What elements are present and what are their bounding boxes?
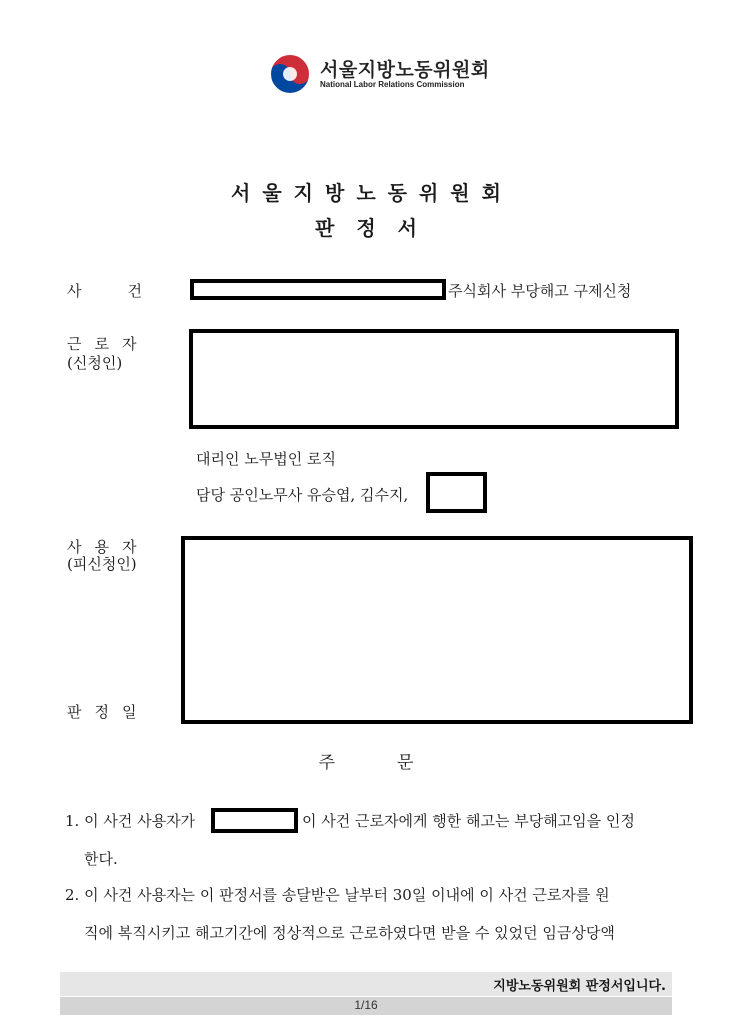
document-title: 서울지방노동위원회 <box>231 181 513 205</box>
footer-notice: 지방노동위원회 판정서입니다. <box>493 979 666 994</box>
case-label: 사건 <box>67 282 188 300</box>
order-item-2-line1: 2. 이 사건 사용자는 이 판정서를 송달받은 날부터 30일 이내에 이 사건 근로자를 원 <box>65 886 610 904</box>
order-heading: 주문 <box>318 753 476 773</box>
footer-notice-bar <box>60 972 672 996</box>
order-item-1-end: 이 사건 근로자에게 행한 해고는 부당해고임을 인정 <box>302 812 635 830</box>
agent-firm: 대리인 노무법인 로직 <box>196 450 336 468</box>
commission-logo <box>268 52 490 96</box>
decision-date-label: 판정일 <box>67 703 150 721</box>
employer-sublabel: (피신청인) <box>67 555 137 573</box>
worker-label: 근로자 <box>67 335 150 353</box>
order-item-1-continued: 한다. <box>84 850 118 868</box>
order-item-2-line2: 직에 복직시키고 해고기간에 정상적으로 근로하였다면 받을 수 있었던 임금상당액 <box>84 924 615 942</box>
order-item-1-start: 1. 이 사건 사용자가 <box>65 812 196 830</box>
worker-sublabel: (신청인) <box>67 354 123 372</box>
page-number: 1/16 <box>354 998 378 1012</box>
redacted-company-name <box>190 279 446 300</box>
page-number-bar <box>60 997 672 1015</box>
redacted-worker-info <box>189 329 679 429</box>
redacted-employer-info <box>181 536 693 724</box>
logo-korean-text: 서울지방노동위원회 <box>320 59 490 81</box>
logo-english-text: National Labor Relations Commission <box>320 80 465 89</box>
redacted-employer-name <box>211 808 298 833</box>
case-value: 주식회사 부당해고 구제신청 <box>448 282 632 300</box>
agent-attorneys: 담당 공인노무사 유승엽, 김수지, <box>196 486 409 504</box>
taegeuk-icon <box>268 52 312 96</box>
redacted-attorney-name <box>426 472 487 513</box>
employer-label: 사용자 <box>67 538 150 556</box>
document-subtitle: 판정서 <box>315 216 439 240</box>
